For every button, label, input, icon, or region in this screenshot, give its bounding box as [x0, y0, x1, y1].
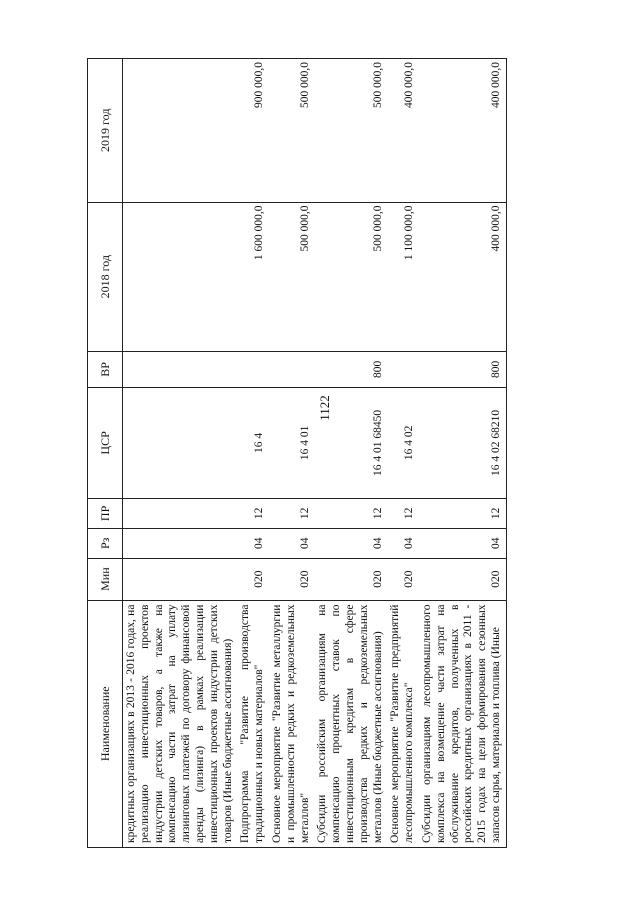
row-2018: 500 000,0 — [314, 202, 387, 351]
row-min: 020 — [387, 558, 419, 600]
row-min: 020 — [237, 558, 269, 600]
row-min — [123, 558, 238, 600]
row-rz: 04 — [387, 528, 419, 558]
row-vr: 800 — [314, 351, 387, 387]
row-csr: 16 4 01 — [269, 387, 314, 498]
header-vr: ВР — [88, 351, 123, 387]
row-csr: 16 4 02 — [387, 387, 419, 498]
row-pr: 12 — [419, 498, 506, 528]
header-2018: 2018 год — [88, 202, 123, 351]
rotated-page — [87, 58, 597, 848]
row-vr — [237, 351, 269, 387]
header-csr: ЦСР — [88, 387, 123, 498]
table-header-row — [88, 59, 123, 848]
row-pr: 12 — [387, 498, 419, 528]
table-row — [237, 59, 269, 848]
row-2019: 500 000,0 — [269, 59, 314, 203]
budget-table — [87, 58, 507, 848]
row-pr: 12 — [269, 498, 314, 528]
row-2019: 400 000,0 — [419, 59, 506, 203]
table-row — [314, 59, 387, 848]
header-name: Наименование — [88, 600, 123, 847]
header-min: Мин — [88, 558, 123, 600]
row-rz: 04 — [237, 528, 269, 558]
table-row — [123, 59, 238, 848]
row-2018: 500 000,0 — [269, 202, 314, 351]
header-2019: 2019 год — [88, 59, 123, 203]
row-vr — [269, 351, 314, 387]
row-min: 020 — [419, 558, 506, 600]
row-pr — [123, 498, 238, 528]
table-row — [387, 59, 419, 848]
row-csr: 16 4 01 68450 — [314, 387, 387, 498]
row-rz: 04 — [269, 528, 314, 558]
row-pr: 12 — [314, 498, 387, 528]
row-csr: 16 4 — [237, 387, 269, 498]
row-2018: 400 000,0 — [419, 202, 506, 351]
row-min: 020 — [269, 558, 314, 600]
row-vr — [387, 351, 419, 387]
row-2019: 900 000,0 — [237, 59, 269, 203]
row-2019 — [123, 59, 238, 203]
row-name: кредитных организациях в 2013 - 2016 годах, на реализацию инвестиционных проектов индустрии детских товаров, а также на компенсацию части затрат на уплату лизинговых платежей по договору финансовой аренды (лизинга) в рамках реализации инвестиционных проектов индустрии детских товаров (Иные бюджетные ассигнования) — [123, 600, 238, 847]
row-csr — [123, 387, 238, 498]
row-2019: 400 000,0 — [387, 59, 419, 203]
header-rz: Рз — [88, 528, 123, 558]
row-2018: 1 100 000,0 — [387, 202, 419, 351]
row-vr: 800 — [419, 351, 506, 387]
page-number: 1122 — [317, 395, 332, 421]
row-pr: 12 — [237, 498, 269, 528]
row-vr — [123, 351, 238, 387]
header-pr: ПР — [88, 498, 123, 528]
row-2019: 500 000,0 — [314, 59, 387, 203]
row-name: Основное мероприятие "Развитие металлургии и промышленности редких и редкоземельных металлов" — [269, 600, 314, 847]
row-rz: 04 — [419, 528, 506, 558]
row-rz: 04 — [314, 528, 387, 558]
table-row — [419, 59, 506, 848]
table-row — [269, 59, 314, 848]
row-name: Подпрограмма "Развитие производства традиционных и новых материалов" — [237, 600, 269, 847]
row-rz — [123, 528, 238, 558]
row-min: 020 — [314, 558, 387, 600]
row-2018 — [123, 202, 238, 351]
row-name: Основное мероприятие "Развитие предприятий лесопромышленного комплекса" — [387, 600, 419, 847]
row-name: Субсидии российским организациям на компенсацию процентных ставок по инвестиционным кредитам в сфере производства редких и редкоземельных металлов (Иные бюджетные ассигнования) — [314, 600, 387, 847]
row-csr: 16 4 02 68210 — [419, 387, 506, 498]
row-2018: 1 600 000,0 — [237, 202, 269, 351]
row-name: Субсидии организациям лесопромышленного комплекса на возмещение части затрат на обслуживание кредитов, полученных в российских кредитных организациях в 2011 - 2015 годах на цели формирования сезонных запасов сырья, материалов и топлива (Иные — [419, 600, 506, 847]
